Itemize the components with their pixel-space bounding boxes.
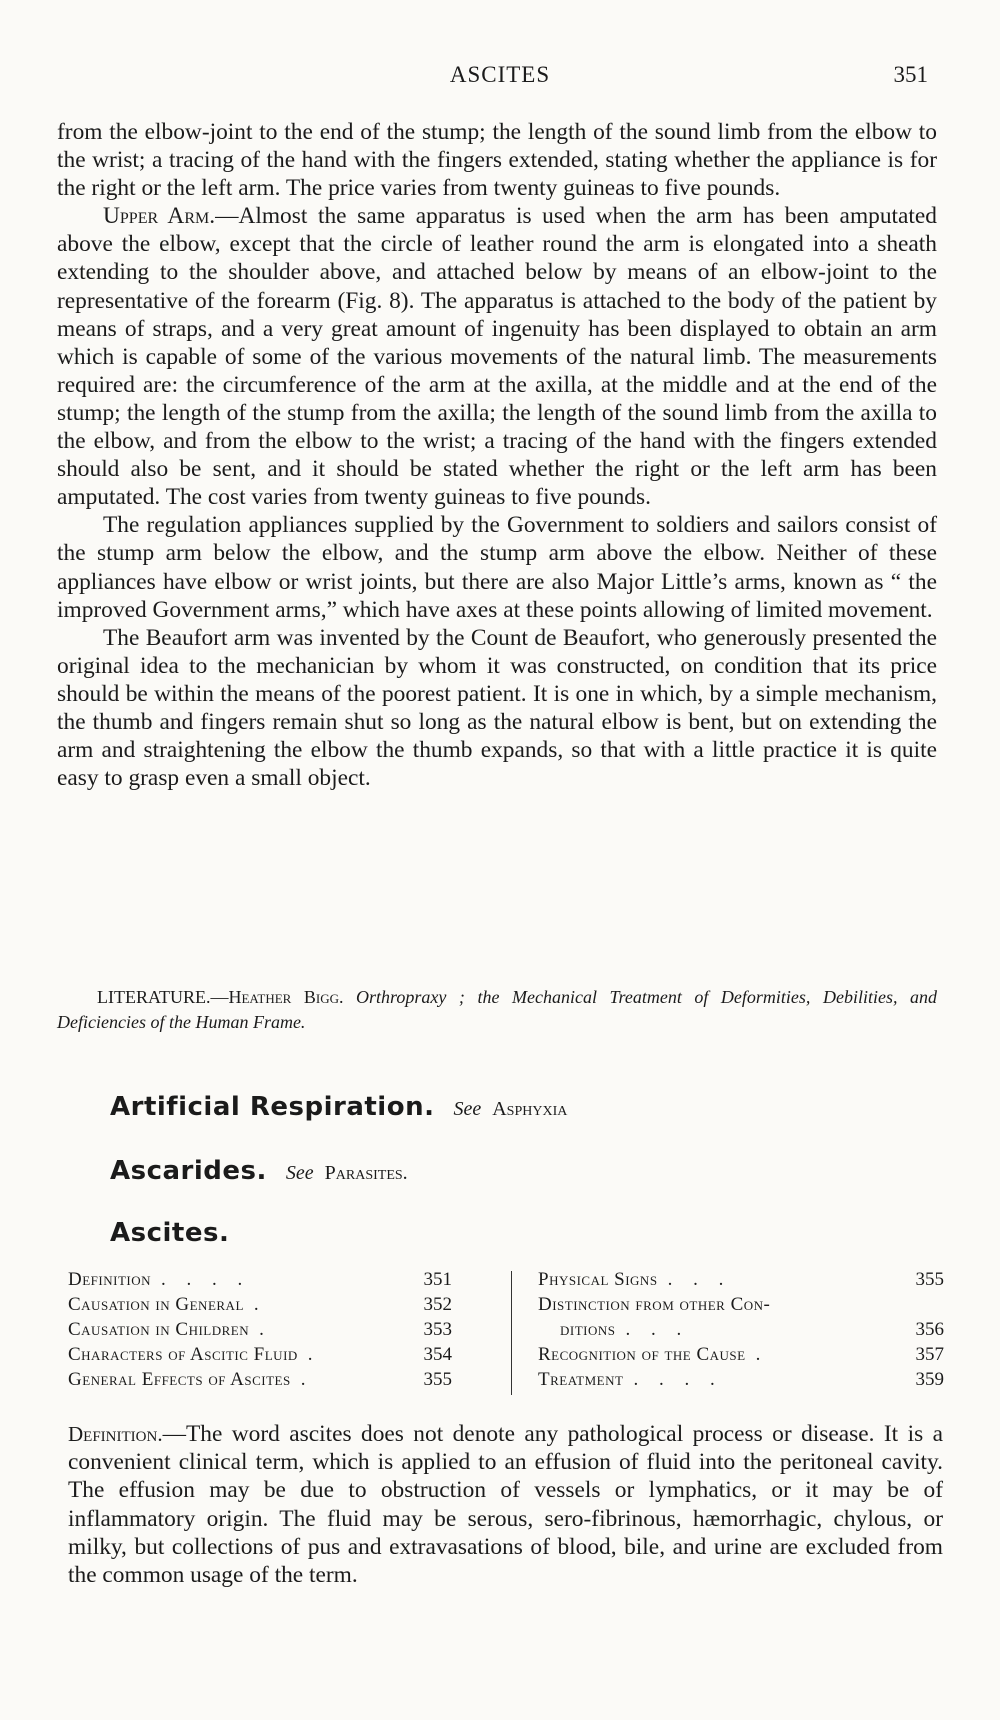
paragraph: Upper Arm.—Almost the same apparatus is used when the arm has been amputated above the elbow, except that the circle of leather round the arm is elongated into a sheath extending to the shoulder above, and attached below by means of an elbow-joint to the representative of the forearm (Fig. 8). The apparatus is attached to the body of the patient by means of straps, and a very great amount of ingenuity has been displayed to obtain an arm which is capable of some of the various movements of the natural limb. The measurements required are: the circumference of the arm at the axilla, at the middle and at the end of the stump; the length of the stump from the axilla; the length of the sound limb from the axilla to the elbow, and from the elbow to the wrist; a tracing of the hand with the fingers extended should also be sent, and it should be stated whether the right or the left arm has been amputated. The cost varies from twenty guineas to five pounds. xyxy=(57,203,937,511)
definition-text: —The word ascites does not denote any pathological process or disease. It is a convenient clinical term, which is applied to an effusion of fluid into the peritoneal cavity. The effusion may be due to obstruction of vessels or lymphatics, or it may be of inflammatory origin. The fluid may be serous, sero-fibrinous, hæmorrhagic, chylous, or milky, but collections of pus and extravasations of blood, bile, and urine are excluded from the common usage of the term. xyxy=(68,1421,943,1589)
cross-reference: Parasites. xyxy=(324,1162,408,1184)
toc-divider xyxy=(511,1271,512,1395)
entry-heading: Ascarides. xyxy=(110,1156,267,1186)
see-label: See xyxy=(453,1098,482,1120)
entry-ascites xyxy=(110,1218,229,1248)
paragraph: The Beaufort arm was invented by the Count de Beaufort, who generously presented the original idea to the mechanician by whom it was constructed, on condition that its price should be within the means of the poorest patient. It is one in which, by a simple mechanism, the thumb and fingers remain shut so long as the natural elbow is bent, but on extending the arm and straightening the elbow the thumb expands, so that with a little practice it is quite easy to grasp even a small object. xyxy=(57,624,937,792)
page-header xyxy=(0,62,1000,96)
see-label: See xyxy=(285,1162,314,1184)
cross-reference: Asphyxia xyxy=(492,1098,568,1120)
body-text xyxy=(57,118,937,792)
section-lead: Upper Arm. xyxy=(103,203,216,230)
toc-item: Distinction from other Con- xyxy=(538,1294,771,1315)
definition-paragraph xyxy=(68,1420,943,1589)
toc-item: General Effects of Ascites . 355 xyxy=(68,1369,452,1390)
literature-author: Heather Bigg. xyxy=(228,987,344,1007)
page-number: 351 xyxy=(893,62,928,87)
toc-column-left xyxy=(68,1267,452,1392)
toc-column-right xyxy=(538,1267,944,1392)
literature-title: Orthropraxy ; the Mechanical Treatment of Deformities, Debilities, and Deficiencies of the Human Frame. xyxy=(57,987,937,1032)
toc-item: ditions . . . 356 xyxy=(560,1319,944,1340)
toc-item: Treatment . . . . 359 xyxy=(538,1369,944,1390)
literature-note xyxy=(57,985,937,1035)
paragraph: from the elbow-joint to the end of the stump; the length of the sound limb from the elbow to the wrist; a tracing of the hand with the fingers extended, stating whether the appliance is for the right or the left arm. The price varies from twenty guineas to five pounds. xyxy=(57,119,937,202)
literature-label: LITERATURE.— xyxy=(97,987,229,1007)
toc-item: Causation in Children . 353 xyxy=(68,1319,452,1340)
toc-item: Characters of Ascitic Fluid . 354 xyxy=(68,1344,452,1365)
toc-item: Causation in General . 352 xyxy=(68,1294,452,1315)
toc-item: Physical Signs . . . 355 xyxy=(538,1269,944,1290)
running-title: ASCITES xyxy=(449,62,551,87)
entry-heading: Artificial Respiration. xyxy=(110,1092,435,1122)
definition-lead: Definition. xyxy=(68,1422,163,1446)
entry-heading: Ascites. xyxy=(110,1218,230,1248)
entry-artificial-respiration xyxy=(110,1092,567,1122)
entry-ascarides xyxy=(110,1156,408,1186)
table-of-contents xyxy=(68,1267,944,1393)
toc-item: Recognition of the Cause . 357 xyxy=(538,1344,944,1365)
toc-item: Definition . . . . 351 xyxy=(68,1269,452,1290)
paragraph: The regulation appliances supplied by the Government to soldiers and sailors consist of the stump arm below the elbow, and the stump arm above the elbow. Neither of these appliances have elbow or wrist joints, but there are also Major Little’s arms, known as “ the improved Government arms,” which have axes at these points allowing of limited movement. xyxy=(57,512,937,623)
